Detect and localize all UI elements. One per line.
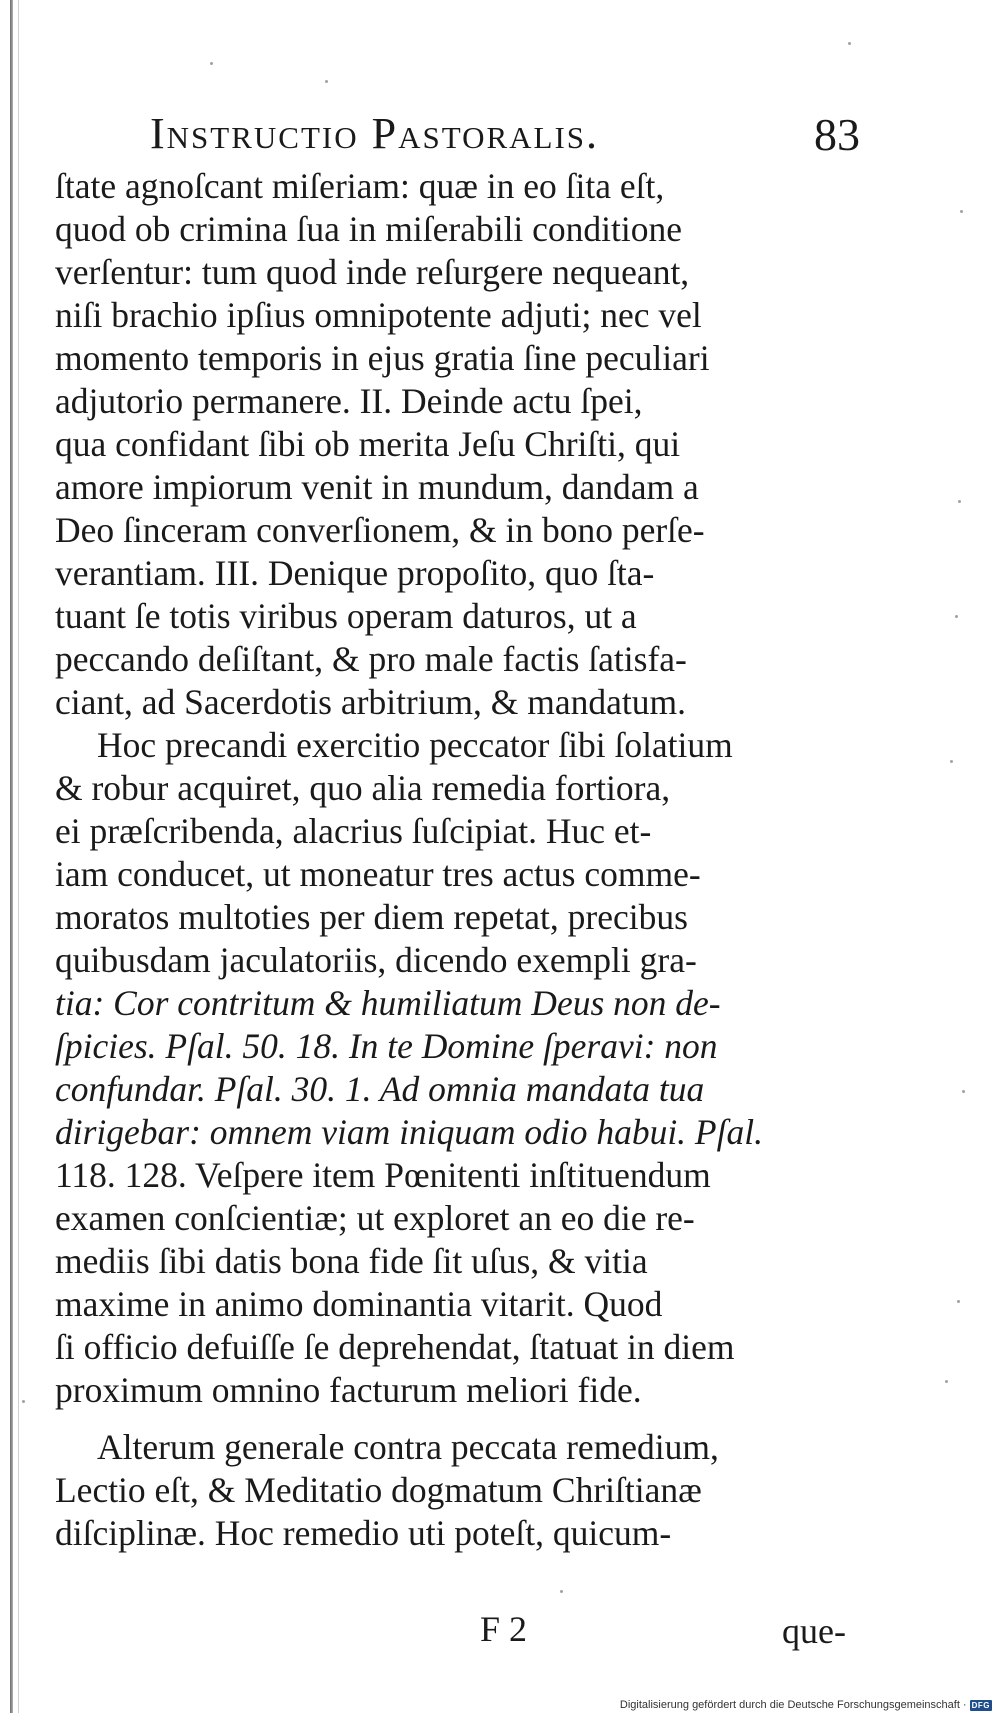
- text-line: ſi officio defuiſſe ſe deprehendat, ſtatuat in diem: [55, 1327, 735, 1367]
- page-header: [150, 108, 880, 168]
- credit-text: Digitalisierung gefördert durch die Deutsche Forschungsgemeinschaft ·: [619, 1699, 967, 1711]
- page-footer: [0, 1608, 1000, 1658]
- text-line: ſtate agnoſcant miſeriam: quæ in eo ſita eſt,: [55, 166, 665, 206]
- text-line: 118. 128. Veſpere item Pœnitenti inſtituendum: [55, 1155, 711, 1195]
- paragraph-start-line: Alterum generale contra peccata remedium,: [97, 1427, 719, 1467]
- text-line: qua confidant ſibi ob merita Jeſu Chriſti, qui: [55, 424, 681, 464]
- paragraph-start-line: Hoc precandi exercitio peccator ſibi ſolatium: [97, 725, 733, 765]
- text-line: moratos multoties per diem repetat, precibus: [55, 897, 688, 937]
- text-line: quod ob crimina ſua in miſerabili conditione: [55, 209, 683, 249]
- running-head: Instructio Pastoralis.: [150, 109, 600, 158]
- paragraph-gap: [55, 1412, 895, 1426]
- text-line: verſentur: tum quod inde reſurgere nequeant,: [55, 252, 690, 292]
- page-edge-line: [18, 0, 19, 1713]
- text-line-italic: dirigebar: omnem viam iniquam odio habui. Pſal.: [55, 1112, 763, 1152]
- text-line: adjutorio permanere. II. Deinde actu ſpei,: [55, 381, 643, 421]
- text-line: maxime in animo dominantia vitarit. Quod: [55, 1284, 663, 1324]
- text-line-italic: confundar. Pſal. 30. 1. Ad omnia mandata tua: [55, 1069, 705, 1109]
- body-text: [55, 165, 895, 1555]
- text-line: mediis ſibi datis bona fide ſit uſus, & vitia: [55, 1241, 648, 1281]
- text-line: & robur acquiret, quo alia remedia fortiora,: [55, 768, 671, 808]
- text-line: proximum omnino facturum meliori fide.: [55, 1370, 642, 1410]
- digitization-credit: [620, 1699, 992, 1711]
- text-line: peccando deſiſtant, & pro male factis ſatisfa-: [55, 639, 687, 679]
- text-line: niſi brachio ipſius omnipotente adjuti; nec vel: [55, 295, 702, 335]
- catchword: que-: [782, 1611, 846, 1651]
- text-line-italic: tia: Cor contritum & humiliatum Deus non de-: [55, 983, 721, 1023]
- page-number: 83: [814, 109, 860, 160]
- text-line: ciant, ad Sacerdotis arbitrium, & mandatum.: [55, 682, 686, 722]
- signature-mark: F 2: [480, 1609, 528, 1649]
- text-line: Deo ſinceram converſionem, & in bono perſe-: [55, 510, 705, 550]
- text-line: diſciplinæ. Hoc remedio uti poteſt, quicum-: [55, 1513, 672, 1553]
- text-line: iam conducet, ut moneatur tres actus comme-: [55, 854, 701, 894]
- text-line: verantiam. III. Denique propoſito, quo ſta-: [55, 553, 655, 593]
- text-line: Lectio eſt, & Meditatio dogmatum Chriſtianæ: [55, 1470, 702, 1510]
- text-line: tuant ſe totis viribus operam daturos, ut a: [55, 596, 637, 636]
- dfg-logo-icon: DFG: [971, 1700, 990, 1710]
- text-line-italic: ſpicies. Pſal. 50. 18. In te Domine ſperavi: non: [55, 1026, 718, 1066]
- text-line: quibusdam jaculatoriis, dicendo exempli gra-: [55, 940, 697, 980]
- text-line: ei præſcribenda, alacrius ſuſcipiat. Huc et-: [55, 811, 652, 851]
- page-edge-shadow: [10, 0, 13, 1713]
- text-line: amore impiorum venit in mundum, dandam a: [55, 467, 699, 507]
- text-line: examen conſcientiæ; ut exploret an eo die re-: [55, 1198, 695, 1238]
- text-line: momento temporis in ejus gratia ſine peculiari: [55, 338, 710, 378]
